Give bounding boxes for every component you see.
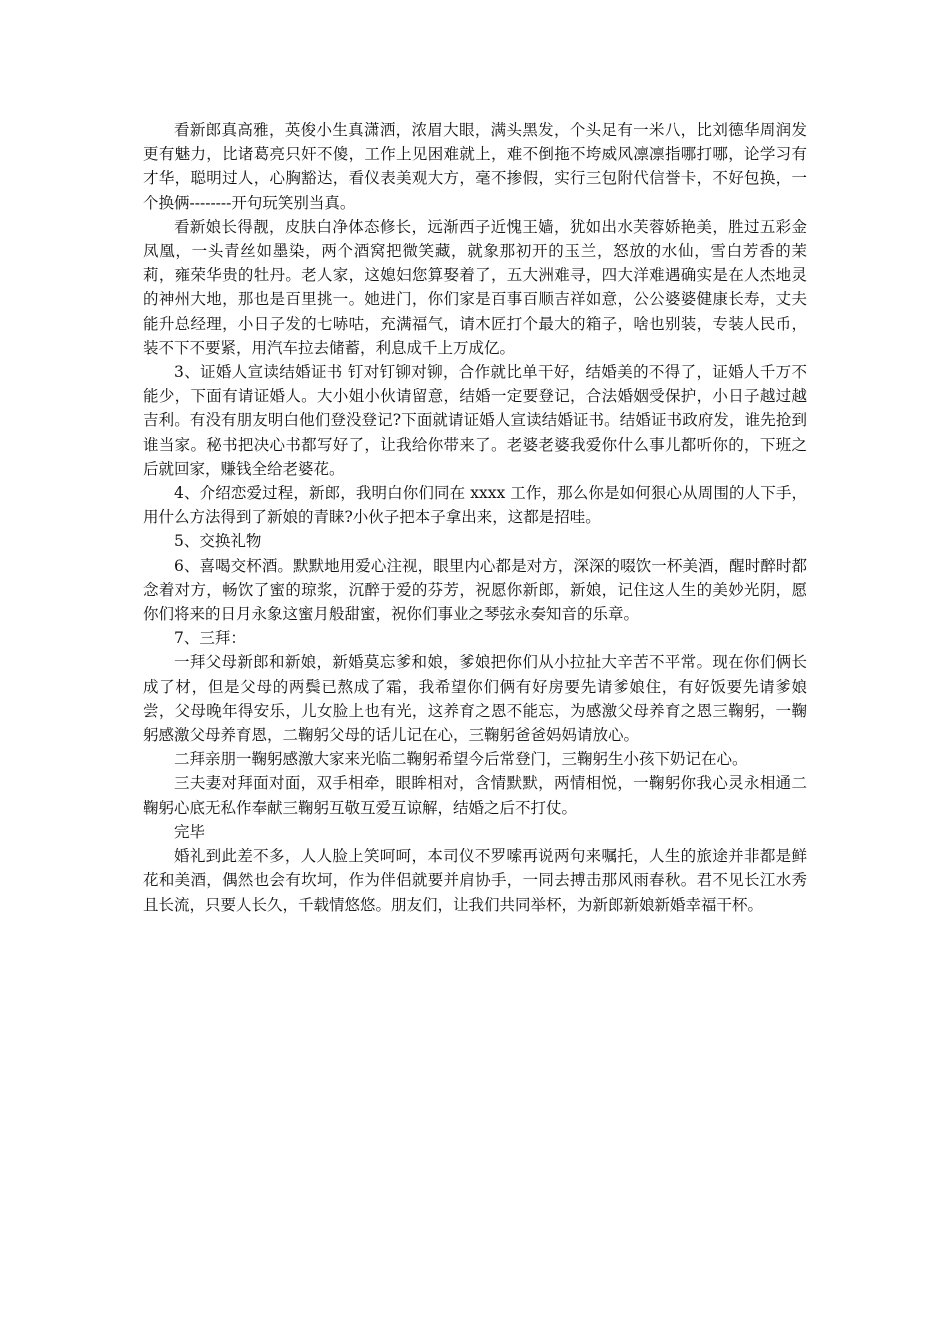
paragraph-three-bows-heading: 7、三拜： [174, 629, 246, 648]
paragraph-bow-guests: 二拜亲朋一鞠躬感激大家来光临二鞠躬希望今后常登门，三鞠躬生小孩下奶记在心。 [174, 750, 748, 769]
paragraph-finish: 完毕 [174, 822, 206, 841]
paragraph-marriage-certificate: 3、证婚人宣读结婚证书 钉对钉铆对铆，合作就比单干好，结婚美的不得了，证婚人千万不能少，下面有请证婚人。大小姐小伙请留意，结婚一定要登记，合法婚姻受保护，小日子越过越吉利。有没有朋友明白他们登没登记?下面就请证婚人宣读结婚证书。结婚证书政府发，谁先抢到谁当家。秘书把决心书都写好了，让我给你带来了。老婆老婆我爱你什么事儿都听你的，下班之后就回家，赚钱全给老婆花。 [143, 363, 807, 478]
paragraph-bow-parents: 一拜父母新郎和新娘，新婚莫忘爹和娘，爹娘把你们从小拉扯大辛苦不平常。现在你们俩长成了材，但是父母的两鬓已熬成了霜，我希望你们俩有好房要先请爹娘住，有好饭要先请爹娘尝，父母晚年得安乐，儿女脸上也有光，这养育之恩不能忘，为感激父母养育之恩三鞠躬，一鞠躬感激父母养育恩，二鞠躬父母的话儿记在心，三鞠躬爸爸妈妈请放心。 [143, 653, 807, 745]
document-body [143, 118, 807, 917]
paragraph-bride-praise: 看新娘长得靓，皮肤白净体态修长，远渐西子近愧王嫱，犹如出水芙蓉娇艳美，胜过五彩金凤凰，一头青丝如墨染，两个酒窝把微笑藏，就象那初开的玉兰，怒放的水仙，雪白芳香的茉莉，雍荣华贵的牡丹。老人家，这媳妇您算娶着了，五大洲难寻，四大洋难遇确实是在人杰地灵的神州大地，那也是百里挑一。她进门，你们家是百事百顺吉祥如意，公公婆婆健康长寿，丈夫能升总经理，小日子发的七哧咕，充满福气，请木匠打个最大的箱子，啥也别装，专装人民币，装不下不要紧，用汽车拉去储蓄，利息成千上万成亿。 [143, 217, 807, 357]
paragraph-groom-praise: 看新郎真高雅，英俊小生真潇洒，浓眉大眼，满头黑发，个头足有一米八，比刘德华周润发更有魅力，比诸葛亮只奸不傻，工作上见困难就上，难不倒拖不垮威风凛凛指哪打哪，论学习有才华，聪明过人，心胸豁达，看仪表美观大方，毫不掺假，实行三包附代信誉卡，不好包换，一个换俩--------开句玩笑别当真。 [143, 121, 807, 212]
paragraph-exchange-gifts: 5、交换礼物 [174, 532, 262, 551]
paragraph-cross-cup-wine: 6、喜喝交杯酒。默默地用爱心注视，眼里内心都是对方，深深的啜饮一杯美酒，醒时醉时都念着对方，畅饮了蜜的琼浆，沉醉于爱的芬芳，祝愿你新郎，新娘，记住这人生的美妙光阴，愿你们将来的日月永象这蜜月般甜蜜，祝你们事业之琴弦永奏知音的乐章。 [143, 556, 807, 624]
paragraph-closing-toast: 婚礼到此差不多，人人脸上笑呵呵，本司仪不罗嗦再说两句来嘱托，人生的旅途并非都是鲜花和美酒，偶然也会有坎坷，作为伴侣就要并肩协手，一同去搏击那风雨春秋。君不见长江水秀且长流，只要人长久，千载情悠悠。朋友们，让我们共同举杯，为新郎新娘新婚幸福干杯。 [143, 847, 807, 914]
paragraph-bow-couple: 三夫妻对拜面对面，双手相牵，眼眸相对，含情默默，两情相悦，一鞠躬你我心灵永相通二鞠躬心底无私作奉献三鞠躬互敬互爱互谅解，结婚之后不打仗。 [143, 774, 807, 817]
paragraph-love-story: 4、介绍恋爱过程，新郎，我明白你们同在 xxxx 工作，那么你是如何狠心从周围的人下手，用什么方法得到了新娘的青睐?小伙子把本子拿出来，这都是招哇。 [143, 484, 807, 527]
